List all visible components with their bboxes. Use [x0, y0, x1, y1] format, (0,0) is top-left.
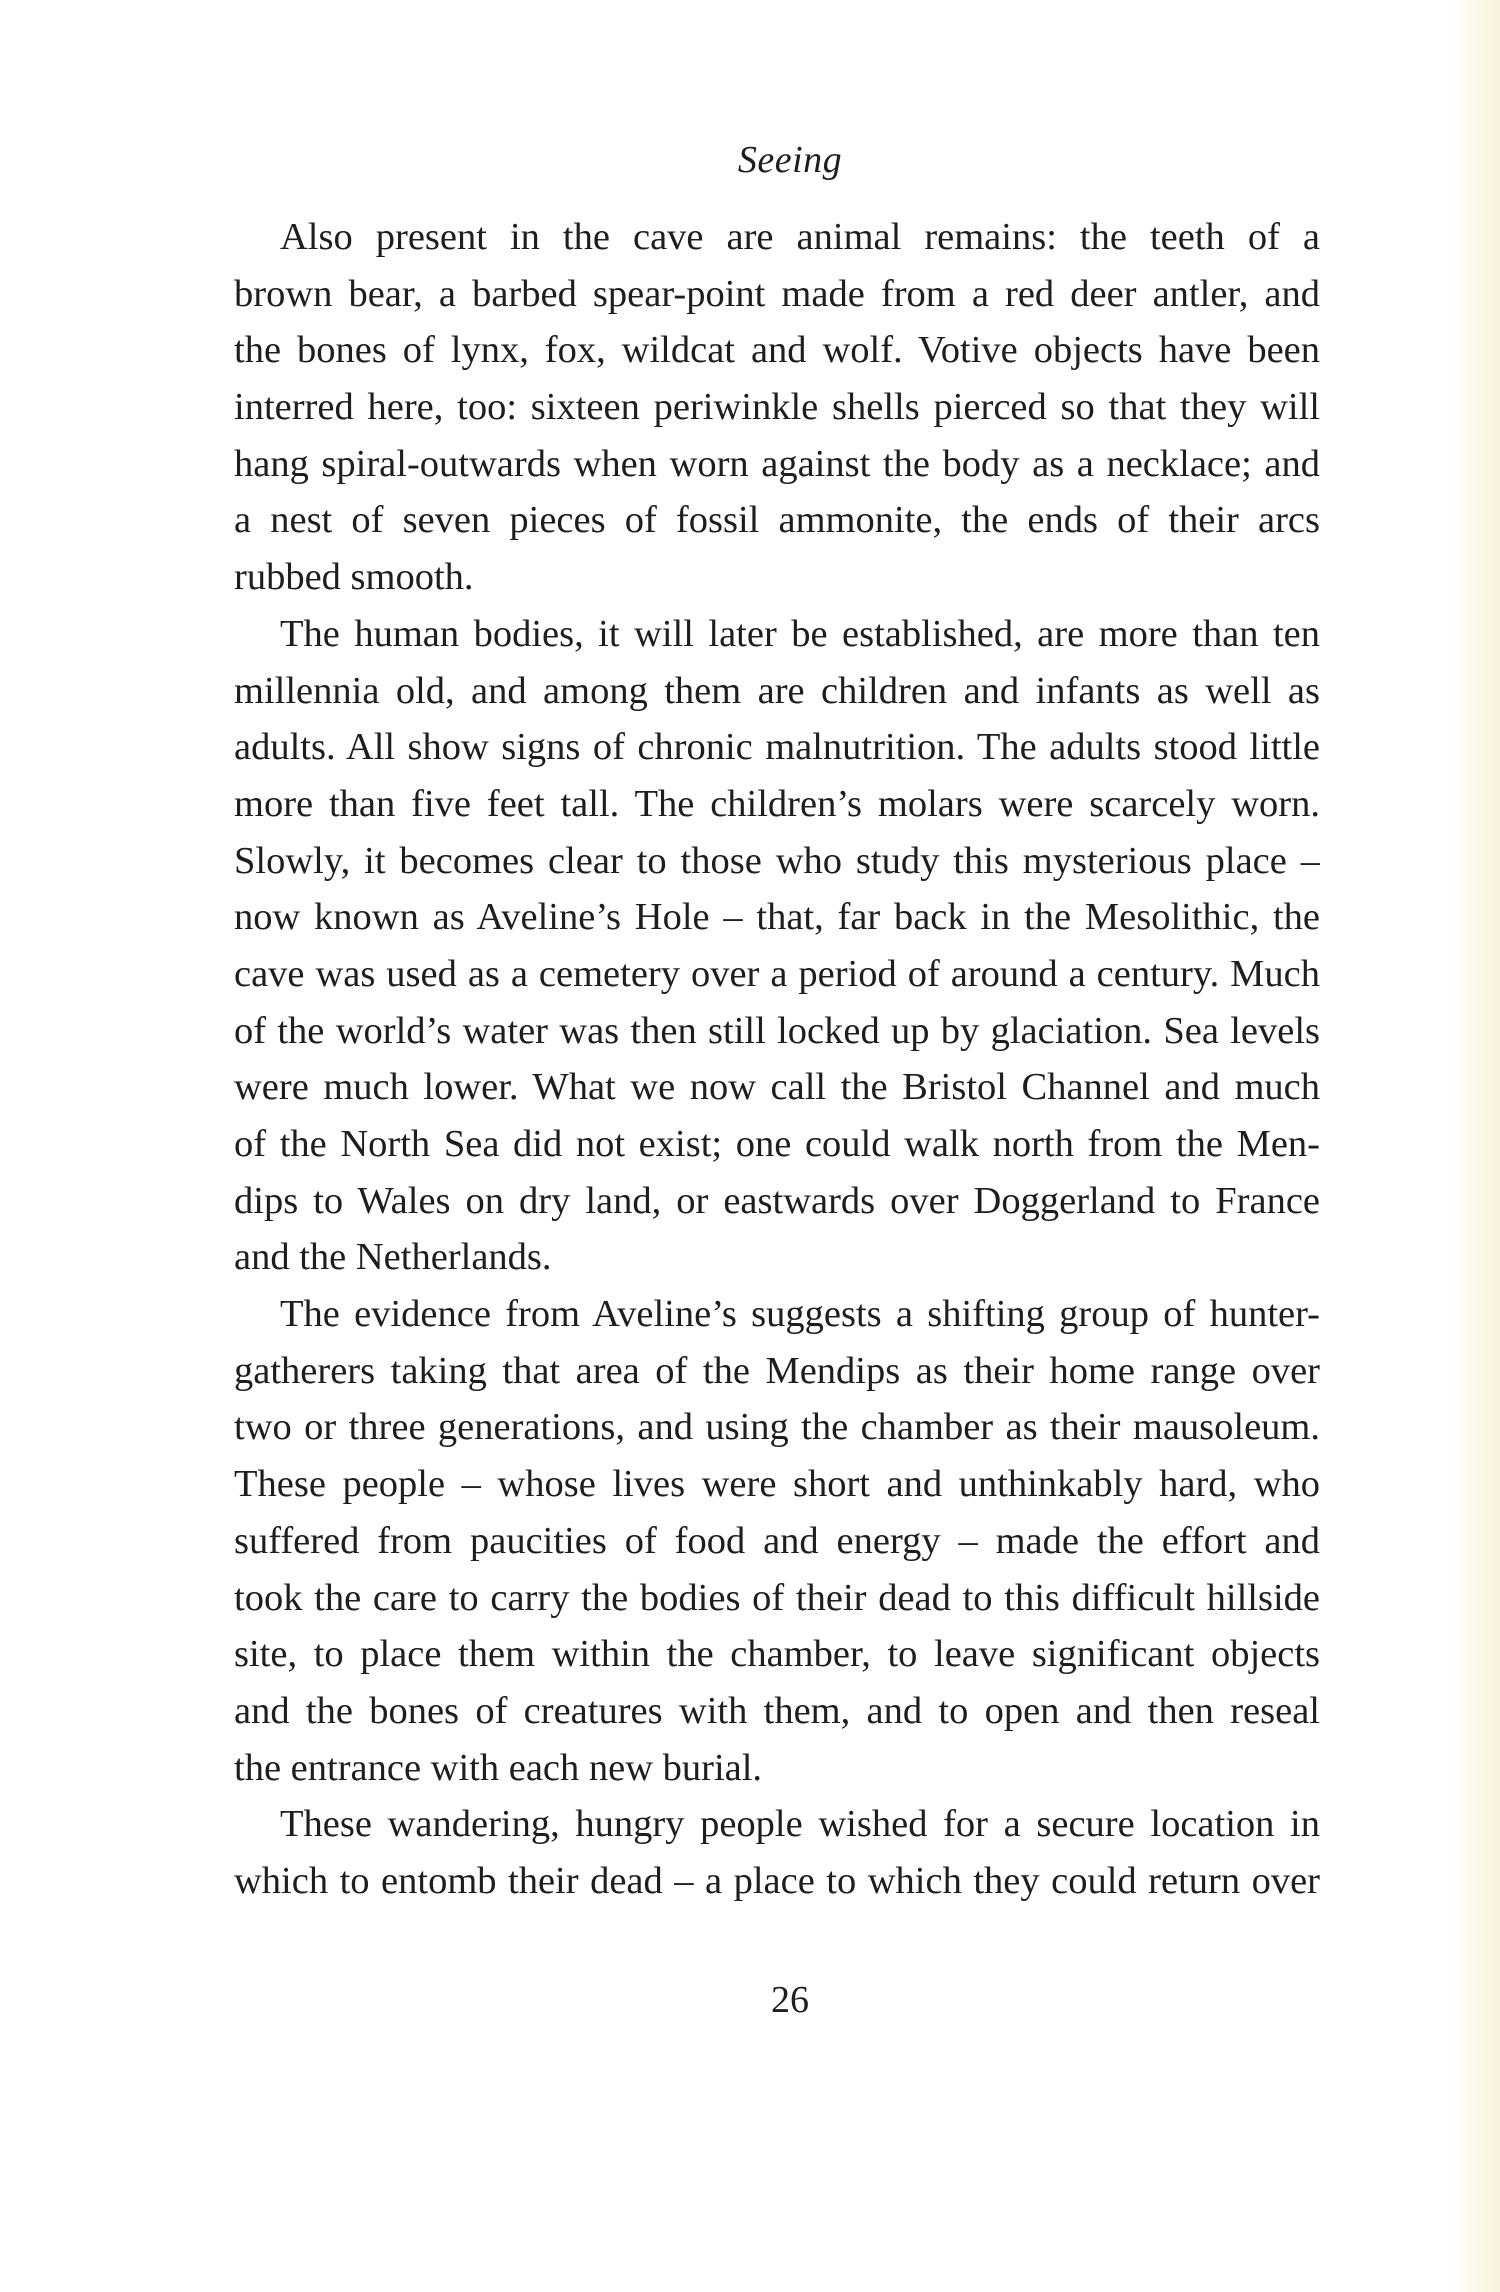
- text-line: These wandering, hungry people wished for a secure location in: [280, 1803, 1320, 1846]
- text-line: interred here, too: sixteen periwinkle shells pierced so that they will: [234, 386, 1320, 429]
- text-line: of the world’s water was then still locked up by glaciation. Sea levels: [234, 1009, 1320, 1052]
- text-line: suffered from paucities of food and energy – made the effort and: [234, 1519, 1320, 1562]
- page-edge-shadow: [1452, 0, 1500, 2292]
- text-line: dips to Wales on dry land, or eastwards over Doggerland to France: [234, 1179, 1320, 1222]
- paragraph: [234, 1796, 1320, 1909]
- paragraph: [234, 606, 1320, 1286]
- text-line: hang spiral-outwards when worn against the body as a necklace; and: [234, 442, 1320, 485]
- text-line: Slowly, it becomes clear to those who study this mysterious place –: [234, 839, 1320, 882]
- text-line: rubbed smooth.: [234, 556, 474, 599]
- running-head: Seeing: [737, 139, 843, 181]
- text-line: the entrance with each new burial.: [234, 1746, 763, 1789]
- text-line: site, to place them within the chamber, to leave significant objects: [234, 1633, 1320, 1676]
- text-line: brown bear, a barbed spear-point made from a red deer antler, and: [234, 272, 1320, 315]
- text-line: the bones of lynx, fox, wildcat and wolf. Votive objects have been: [234, 329, 1320, 372]
- text-line: were much lower. What we now call the Bristol Channel and much: [234, 1066, 1320, 1109]
- text-line: more than five feet tall. The children’s molars were scarcely worn.: [234, 782, 1320, 825]
- paragraph: [234, 209, 1320, 606]
- text-line: took the care to carry the bodies of their dead to this difficult hillside: [234, 1576, 1320, 1619]
- text-line: two or three generations, and using the chamber as their mausoleum.: [234, 1406, 1320, 1449]
- page-number: 26: [771, 1979, 809, 2021]
- text-line: gatherers taking that area of the Mendips as their home range over: [234, 1349, 1320, 1392]
- text-line: adults. All show signs of chronic malnutrition. The adults stood little: [234, 726, 1320, 769]
- text-line: and the bones of creatures with them, and to open and then reseal: [234, 1689, 1320, 1732]
- text-line: now known as Aveline’s Hole – that, far back in the Mesolithic, the: [234, 896, 1320, 939]
- text-line: which to entomb their dead – a place to which they could return over: [234, 1859, 1320, 1902]
- text-line: Also present in the cave are animal remains: the teeth of a: [280, 216, 1320, 258]
- text-line: cave was used as a cemetery over a period of around a century. Much: [234, 952, 1320, 995]
- text-line: of the North Sea did not exist; one could walk north from the Men-: [234, 1123, 1320, 1165]
- text-line: The evidence from Aveline’s suggests a shifting group of hunter-: [280, 1293, 1320, 1336]
- text-line: a nest of seven pieces of fossil ammonite, the ends of their arcs: [234, 499, 1320, 542]
- text-line: The human bodies, it will later be established, are more than ten: [280, 612, 1320, 655]
- text-line: and the Netherlands.: [234, 1236, 552, 1279]
- paragraph: [234, 1286, 1320, 1796]
- text-line: millennia old, and among them are children and infants as well as: [234, 669, 1320, 712]
- text-line: These people – whose lives were short and unthinkably hard, who: [234, 1463, 1320, 1506]
- body-text: [234, 209, 1320, 1910]
